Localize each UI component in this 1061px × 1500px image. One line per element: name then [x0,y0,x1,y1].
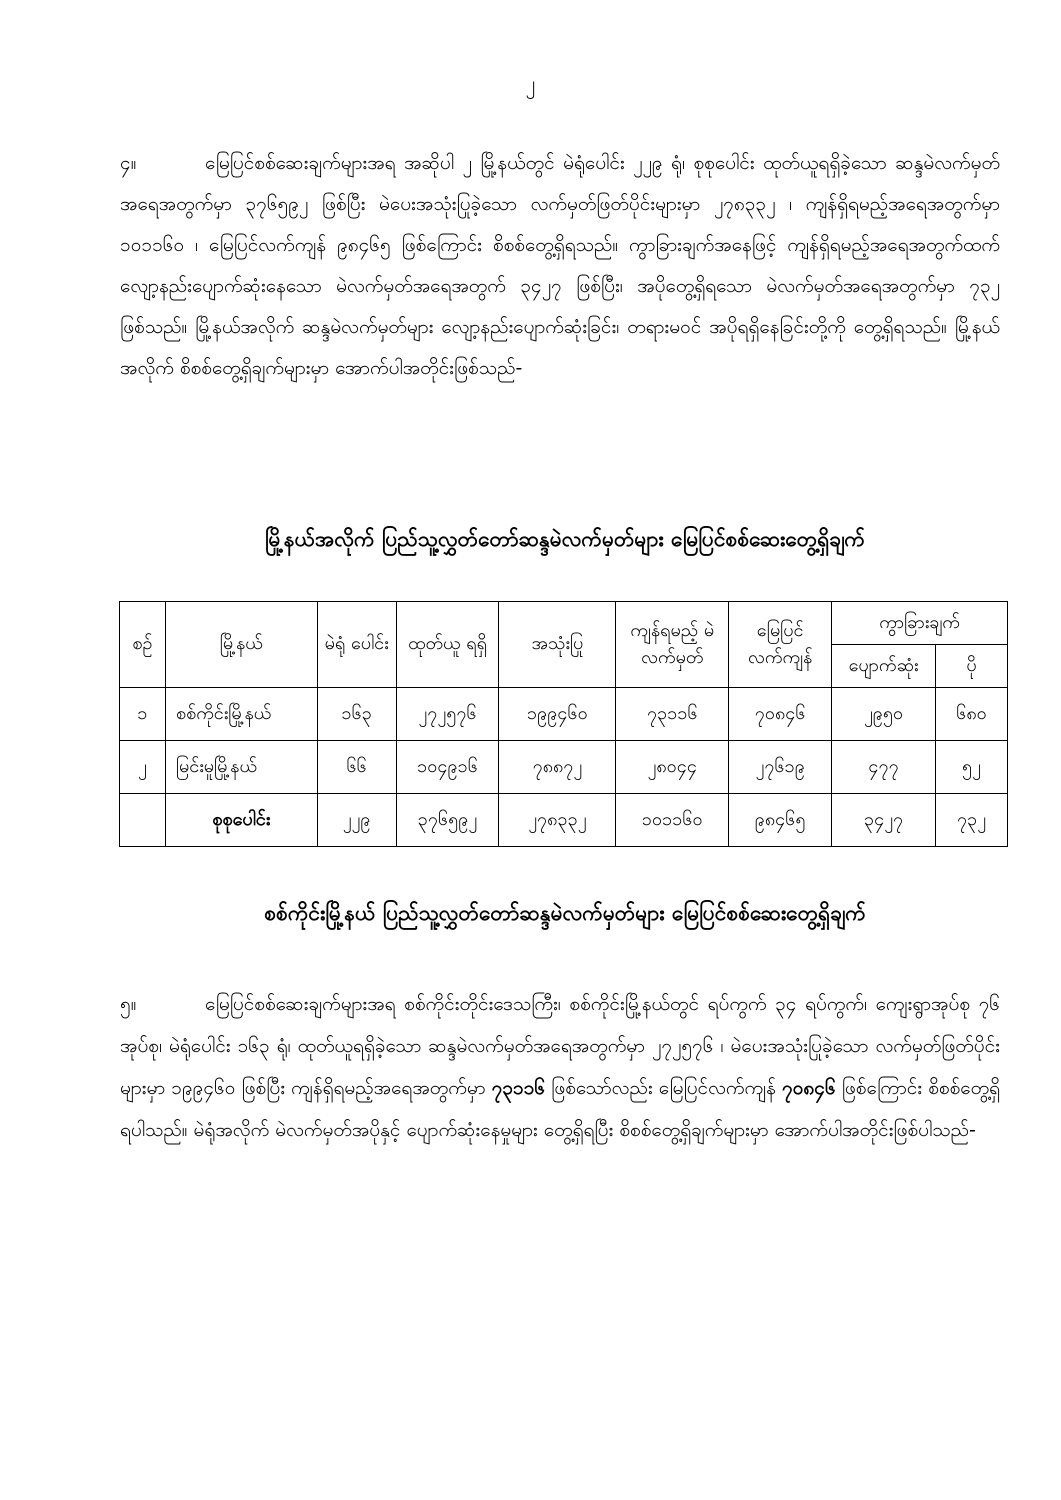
cell-extra: ၆၈၀ [936,688,1008,741]
cell-total-label: စုစုပေါင်း [165,794,317,847]
table-total-row [120,794,1008,847]
page-number: ၂ [525,71,536,95]
cell-received: ၂၇၂၅၇၆ [396,688,499,741]
section-title: စစ်ကိုင်းမြို့နယ် ပြည်သူ့လွှတ်တော်ဆန္ဒမဲလက်မှတ်များ မြေပြင်စစ်ဆေးတွေ့ရှိချက် [264,901,866,925]
bold-value-a: ၇၃၁၁၆ [491,1077,546,1099]
cell-township: မြင်းမူမြို့နယ် [165,741,317,794]
paragraph-text-c: ဖြစ်ကြောင်း စိစစ်တွေ့ရှိရပါသည်။ မဲရုံအလိုက် မဲလက်မှတ်အပိုနှင့် ပျောက်ဆုံးနေမှုများ တွေ့ရှိရပြီး စိစစ်တွေ့ရှိချက်များမှာ အောက်ပါအတိုင်းဖြစ်ပါသည်- [120,1077,1001,1141]
paragraph-number: ၄။ [120,152,137,174]
header-lost: ပျောက်ဆုံး [832,645,936,688]
paragraph-text-b: ဖြစ်သော်လည်း မြေပြင်လက်ကျန် [545,1077,783,1099]
cell-used: ၁၉၉၄၆၀ [499,688,616,741]
cell-township: စစ်ကိုင်းမြို့နယ် [165,688,317,741]
header-should-remain: ကျန်ရမည့် မဲလက်မှတ် [616,602,729,688]
header-stations: မဲရုံ ပေါင်း [317,602,396,688]
cell-stations: ၁၆၃ [317,688,396,741]
cell-received: ၁၀၄၉၁၆ [396,741,499,794]
cell-used: ၇၈၈၇၂ [499,741,616,794]
table-row [120,741,1008,794]
header-ground-balance: မြေပြင် လက်ကျန် [729,602,832,688]
header-extra: ပို [936,645,1008,688]
paragraph-5 [120,983,1000,1151]
cell-should-remain: ၂၈၀၄၄ [616,741,729,794]
cell-should-remain: ၁၀၁၁၆၀ [616,794,729,847]
cell-no [120,794,166,847]
header-township: မြို့နယ် [165,602,317,688]
paragraph-number: ၅။ [120,993,137,1015]
paragraph-text-a: မြေပြင်စစ်ဆေးချက်များအရ စစ်ကိုင်းတိုင်းဒေသကြီး၊ စစ်ကိုင်းမြို့နယ်တွင် ရပ်ကွက် ၃၄ ရပ်ကွက်၊ ကျေးရွာအုပ်စု ၇၆ အုပ်စု၊ မဲရုံပေါင်း ၁၆၃ ရုံ၊ ထုတ်ယူရရှိခဲ့သော ဆန္ဒမဲလက်မှတ်အရေအတွက်မှာ ၂၇၂၅၇၆ ၊ မဲပေးအသုံးပြုခဲ့သော လက်မှတ်ဖြတ်ပိုင်းများမှာ ၁၉၉၄၆၀ ဖြစ်ပြီး ကျန်ရှိရမည့်အရေအတွက်မှာ [120,993,1000,1099]
cell-lost: ၂၉၅၀ [832,688,936,741]
cell-ground-balance: ၇၀၈၄၆ [729,688,832,741]
header-difference: ကွာခြားချက် [832,602,1008,645]
cell-used: ၂၇၈၃၃၂ [499,794,616,847]
cell-no: ၂ [120,741,166,794]
header-received: ထုတ်ယူ ရရှိ [396,602,499,688]
ballot-table [119,601,1008,847]
cell-extra: ၇၃၂ [936,794,1008,847]
cell-stations: ၆၆ [317,741,396,794]
cell-lost: ၃၄၂၇ [832,794,936,847]
cell-received: ၃၇၆၅၉၂ [396,794,499,847]
table-row [120,688,1008,741]
cell-should-remain: ၇၃၁၁၆ [616,688,729,741]
table-title: မြို့နယ်အလိုက် ပြည်သူ့လွှတ်တော်ဆန္ဒမဲလက်မှတ်များ မြေပြင်စစ်ဆေးတွေ့ရှိချက် [265,527,865,551]
bold-value-b: ၇၀၈၄၆ [782,1077,836,1099]
cell-extra: ၅၂ [936,741,1008,794]
header-no: စဉ် [120,602,166,688]
cell-ground-balance: ၉၈၄၆၅ [729,794,832,847]
paragraph-4 [120,143,1000,389]
cell-lost: ၄၇၇ [832,741,936,794]
cell-stations: ၂၂၉ [317,794,396,847]
cell-ground-balance: ၂၇၆၁၉ [729,741,832,794]
paragraph-text: မြေပြင်စစ်ဆေးချက်များအရ အဆိုပါ ၂ မြို့နယ်တွင် မဲရုံပေါင်း ၂၂၉ ရုံ၊ စုစုပေါင်း ထုတ်ယူရရှိခဲ့သော ဆန္ဒမဲလက်မှတ်အရေအတွက်မှာ ၃၇၆၅၉၂ ဖြစ်ပြီး မဲပေးအသုံးပြုခဲ့သော လက်မှတ်ဖြတ်ပိုင်းများမှာ ၂၇၈၃၃၂ ၊ ကျန်ရှိရမည့်အရေအတွက်မှာ ၁၀၁၁၆၀ ၊ မြေပြင်လက်ကျန် ၉၈၄၆၅ ဖြစ်ကြောင်း စိစစ်တွေ့ရှိရသည်။ ကွာခြားချက်အနေဖြင့် ကျန်ရှိရမည့်အရေအတွက်ထက် လျော့နည်းပျောက်ဆုံးနေသော မဲလက်မှတ်အရေအတွက် ၃၄၂၇ ဖြစ်ပြီး၊ အပိုတွေ့ရှိရသော မဲလက်မှတ်အရေအတွက်မှာ ၇၃၂ ဖြစ်သည်။ မြို့နယ်အလိုက် ဆန္ဒမဲလက်မှတ်များ လျော့နည်းပျောက်ဆုံးခြင်း၊ တရားမဝင် အပိုရရှိနေခြင်းတို့ကို တွေ့ရှိရသည်။ မြို့နယ်အလိုက် စိစစ်တွေ့ရှိချက်များမှာ အောက်ပါအတိုင်းဖြစ်သည်- [120,152,1000,379]
header-used: အသုံးပြု [499,602,616,688]
cell-no: ၁ [120,688,166,741]
